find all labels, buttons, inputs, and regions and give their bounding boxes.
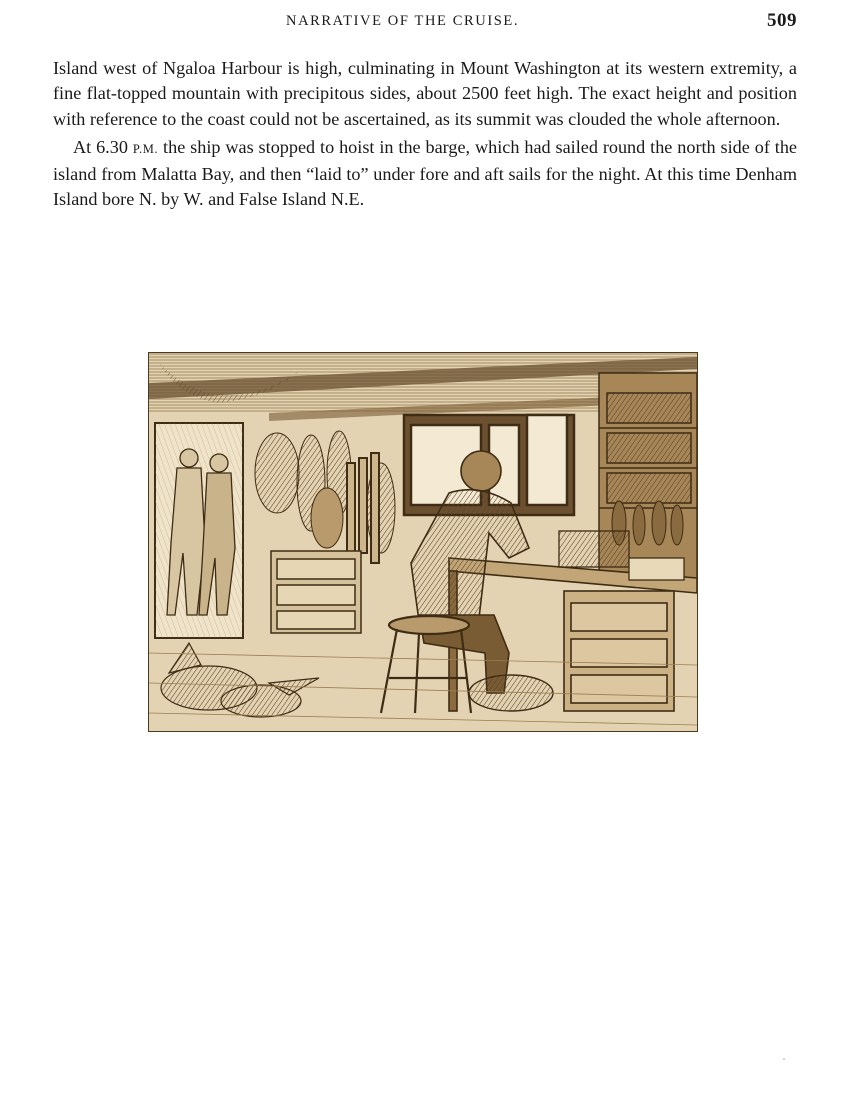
stray-mark (783, 1058, 785, 1060)
paragraph-1: Island west of Ngaloa Harbour is high, culminating in Mount Washington at its western extremity, a fine flat-topped mountain with precipitous sides, about 2500 feet high. The exact height and position with reference to the coast could not be ascertained, as its summit was clouded the whole afternoon. (53, 58, 797, 129)
running-header (0, 9, 850, 35)
running-title: NARRATIVE OF THE CRUISE. (286, 13, 520, 29)
paragraph-2-rest: the ship was stopped to hoist in the barge, which had sailed round the north side of the island from Malatta Bay, and then “laid to” under fore and aft sails for the night. At this time Denham Island bore N. by W. and False Island N.E. (53, 136, 798, 210)
chest-of-drawers (271, 551, 361, 633)
body-text (53, 56, 797, 213)
page-number: 509 (767, 10, 797, 31)
engraving-svg (149, 353, 697, 731)
paragraph-2 (53, 135, 797, 213)
time-pm: P.M. (132, 141, 159, 156)
paragraph-2-start: At 6.30 (73, 136, 133, 157)
sailors-figures (167, 449, 235, 615)
engraving-illustration (148, 352, 698, 732)
